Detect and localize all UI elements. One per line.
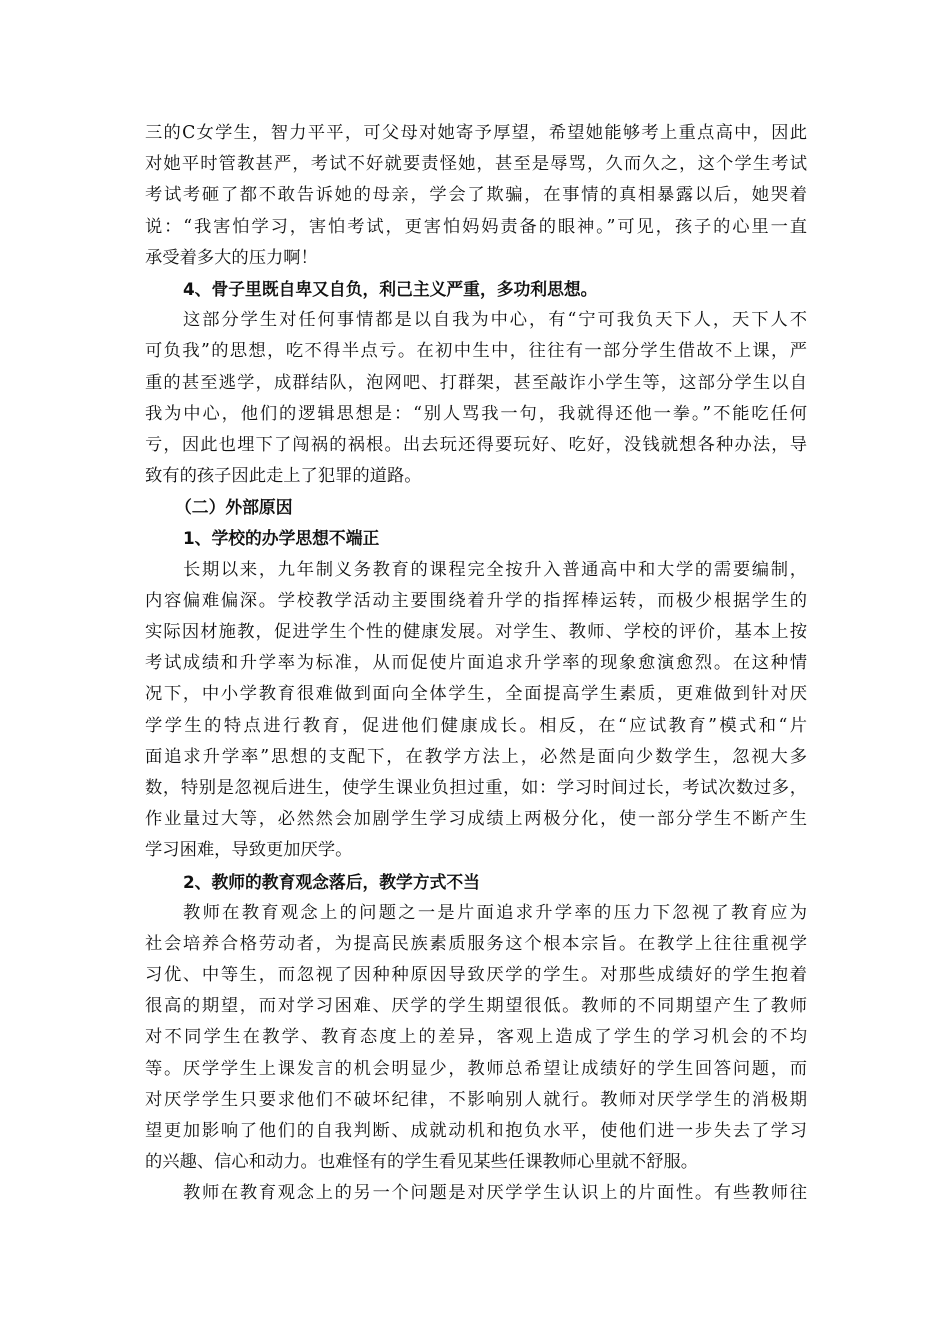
- text-line: 亏，因此也埋下了闯祸的祸根。出去玩还得要玩好、吃好，没钱就想各种办法，导: [145, 434, 807, 455]
- text-line: 这部分学生对任何事情都是以自我为中心，有“宁可我负天下人，天下人不: [183, 310, 807, 331]
- text-line: 等。厌学学生上课发言的机会明显少，教师总希望让成绩好的学生回答问题，而: [145, 1058, 807, 1079]
- text-line: 教师在教育观念上的另一个问题是对厌学学生认识上的片面性。有些教师往: [183, 1183, 807, 1204]
- text-line: 考试成绩和升学率为标准，从而促使片面追求升学率的现象愈演愈烈。在这种情: [145, 653, 807, 674]
- text-line: 1、学校的办学思想不端正: [183, 528, 380, 549]
- text-line: 对她平时管教甚严，考试不好就要责怪她，甚至是辱骂，久而久之，这个学生考试: [145, 154, 807, 175]
- text-line: 内容偏难偏深。学校教学活动主要围绕着升学的指挥棒运转，而极少根据学生的: [145, 590, 807, 611]
- paragraph: [145, 1178, 807, 1209]
- text-line: 我为中心，他们的逻辑思想是：“别人骂我一句，我就得还他一拳。”不能吃任何: [145, 403, 807, 424]
- text-line: 社会培养合格劳动者，为提高民族素质服务这个根本宗旨。在教学上往往重视学: [145, 933, 807, 954]
- paragraph: [145, 118, 807, 274]
- text-line: 三的C女学生，智力平平，可父母对她寄予厚望，希望她能够考上重点高中，因此: [145, 123, 807, 143]
- text-line: 教师在教育观念上的问题之一是片面追求升学率的压力下忽视了教育应为: [183, 902, 807, 923]
- subsection-heading: [145, 274, 807, 305]
- text-line: 致有的孩子因此走上了犯罪的道路。: [145, 466, 422, 487]
- text-line: 重的甚至逃学，成群结队，泡网吧、打群架，甚至敲诈小学生等，这部分学生以自: [145, 372, 807, 393]
- text-line: 望更加影响了他们的自我判断、成就动机和抱负水平，使他们进一步失去了学习: [145, 1121, 807, 1141]
- paragraph: [145, 555, 807, 867]
- document-page: [145, 118, 807, 1210]
- text-line: 说：“我害怕学习，害怕考试，更害怕妈妈责备的眼神。”可见，孩子的心里一直: [145, 216, 807, 237]
- text-line: 考试考砸了都不敢告诉她的母亲，学会了欺骗，在事情的真相暴露以后，她哭着: [145, 185, 807, 206]
- text-line: 对厌学学生只要求他们不破坏纪律，不影响别人就行。教师对厌学学生的消极期: [145, 1089, 807, 1110]
- text-line: 可负我”的思想，吃不得半点亏。在初中生中，往往有一部分学生借故不上课，严: [145, 341, 807, 362]
- text-line: 面追求升学率”思想的支配下，在教学方法上，必然是面向少数学生，忽视大多: [145, 746, 807, 767]
- text-line: 2、教师的教育观念落后，教学方式不当: [183, 871, 480, 892]
- text-line: 4、骨子里既自卑又自负，利己主义严重，多功利思想。: [183, 278, 598, 299]
- text-line: 学习困难，导致更加厌学。: [145, 840, 353, 861]
- text-line: 作业量过大等，必然然会加剧学生学习成绩上两极分化，使一部分学生不断产生: [145, 809, 807, 830]
- text-line: 数，特别是忽视后进生，使学生课业负担过重，如：学习时间过长，考试次数过多，: [145, 777, 807, 798]
- text-line: 很高的期望，而对学习困难、厌学的学生期望很低。教师的不同期望产生了教师: [145, 996, 807, 1017]
- paragraph: [145, 898, 807, 1179]
- subsection-heading: [145, 867, 807, 898]
- text-line: （二）外部原因: [175, 497, 293, 518]
- text-line: 的兴趣、信心和动力。也难怪有的学生看见某些任课教师心里就不舒服。: [145, 1152, 699, 1173]
- text-line: 学学生的特点进行教育，促进他们健康成长。相反，在“应试教育”模式和“片: [145, 715, 807, 736]
- text-line: 实际因材施教，促进学生个性的健康发展。对学生、教师、学校的评价，基本上按: [145, 622, 807, 642]
- text-line: 承受着多大的压力啊！: [145, 247, 318, 268]
- text-line: 长期以来，九年制义务教育的课程完全按升入普通高中和大学的需要编制，: [183, 559, 807, 580]
- text-line: 对不同学生在教学、教育态度上的差异，客观上造成了学生的学习机会的不均: [145, 1027, 807, 1048]
- subsection-heading: [145, 523, 807, 554]
- paragraph: [145, 305, 807, 492]
- text-line: 况下，中小学教育很难做到面向全体学生，全面提高学生素质，更难做到针对厌: [145, 684, 807, 705]
- section-heading: [145, 492, 807, 523]
- text-line: 习优、中等生，而忽视了因种种原因导致厌学的学生。对那些成绩好的学生抱着: [145, 965, 807, 986]
